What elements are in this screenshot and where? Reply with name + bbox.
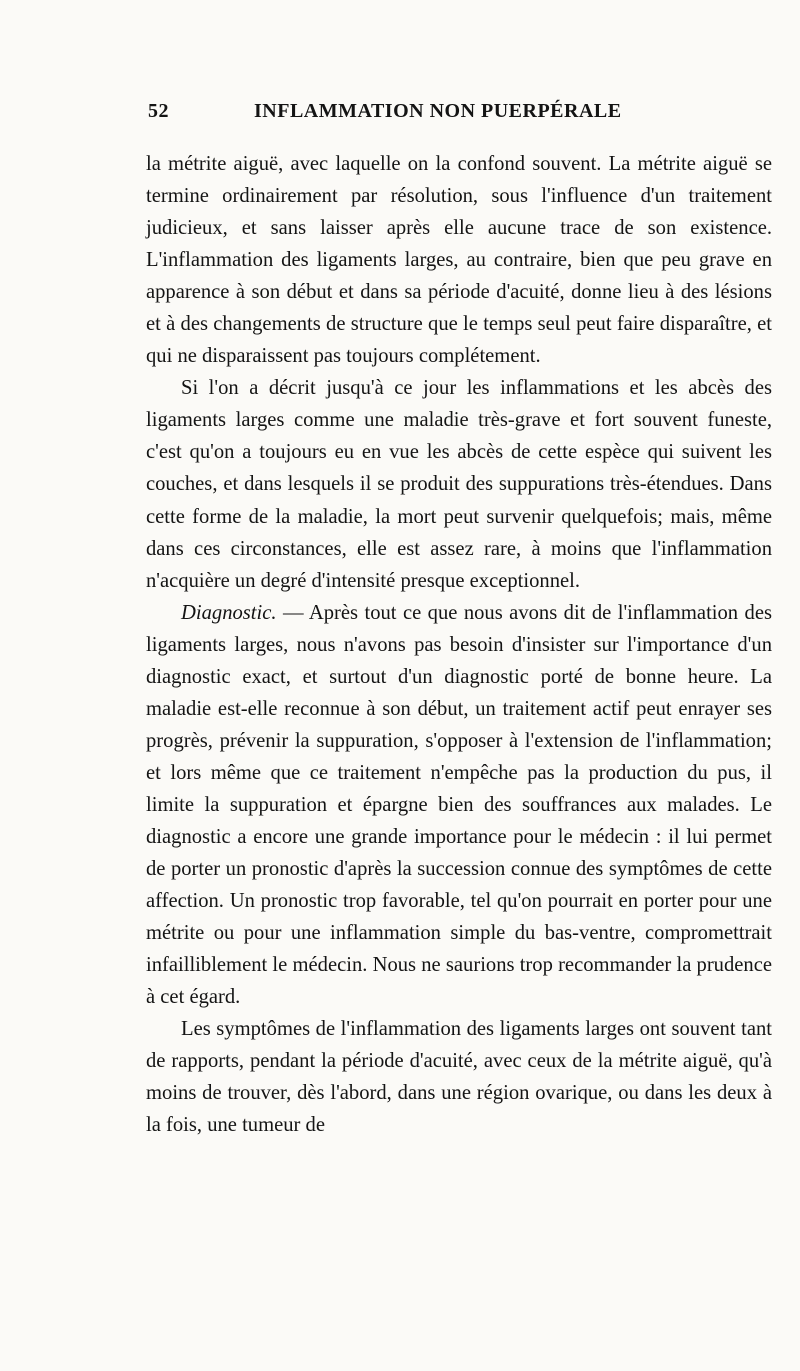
section-label-diagnostic: Diagnostic. (181, 601, 277, 624)
paragraph-diagnostic-text: — Après tout ce que nous avons dit de l'inflammation des ligaments larges, nous n'avons pas besoin d'insister sur l'importance d'un diagnostic exact, et surtout d'un diagnostic porté de bonne heure. La maladie est-elle reconnue à son début, un traitement actif peut enrayer ses progrès, prévenir la suppuration, s'opposer à l'extension de l'inflammation; et lors même que ce traitement n'empêche pas la production du pus, il limite la suppuration et épargne bien des souffrances aux malades. Le diagnostic a encore une grande importance pour le médecin : il lui permet de porter un pronostic d'après la succession connue des symptômes de cette affection. Un pronostic trop favorable, tel qu'on pourrait en porter pour une métrite ou pour une inflammation simple du bas-ventre, compromettrait infailliblement le médecin. Nous ne saurions trop recommander la prudence à cet égard. (146, 601, 772, 1009)
running-title: INFLAMMATION NON PUERPÉRALE (254, 100, 622, 122)
page-number: 52 (148, 100, 169, 122)
paragraph-continuation: la métrite aiguë, avec laquelle on la confond souvent. La métrite aiguë se termine ordinairement par résolution, sous l'influence d'un traitement judicieux, et sans laisser après elle aucune trace de son existence. L'inflammation des ligaments larges, au contraire, bien que peu grave en apparence à son début et dans sa période d'acuité, donne lieu à des lésions et à des changements de structure que le temps seul peut faire disparaître, et qui ne disparaissent pas toujours complétement. (146, 153, 772, 368)
page-header (148, 100, 622, 128)
body-text (146, 148, 772, 1141)
paragraph-diagnostic (146, 597, 772, 1014)
paragraph-abscess: Si l'on a décrit jusqu'à ce jour les inflammations et les abcès des ligaments larges comme une maladie très-grave et fort souvent funeste, c'est qu'on a toujours eu en vue les abcès de cette espèce qui suivent les couches, et dans lesquels il se produit des suppurations très-étendues. Dans cette forme de la maladie, la mort peut survenir quelquefois; mais, même dans ces circonstances, elle est assez rare, à moins que l'inflammation n'acquière un degré d'intensité presque exceptionnel. (146, 377, 772, 592)
paragraph-symptoms: Les symptômes de l'inflammation des ligaments larges ont souvent tant de rapports, pendant la période d'acuité, avec ceux de la métrite aiguë, qu'à moins de trouver, dès l'abord, dans une région ovarique, ou dans les deux à la fois, une tumeur de (146, 1018, 772, 1137)
